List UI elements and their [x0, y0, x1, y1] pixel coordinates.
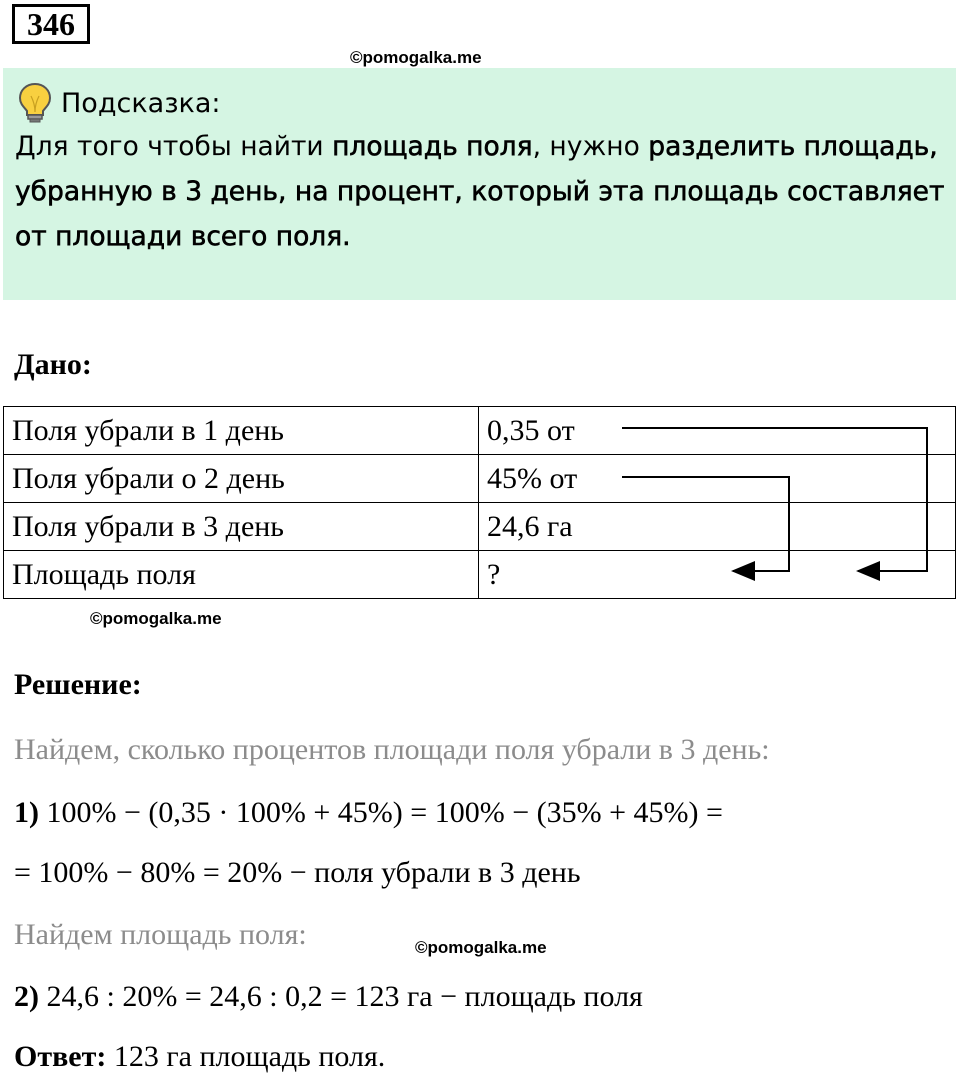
hint-bold-part: разделить площадь, убранную в 3 день, на процент, который эта площадь составляет от площади всего поля.	[15, 131, 945, 252]
row-value: 24,6 га	[479, 503, 956, 551]
hint-text-part: Для того чтобы найти	[15, 131, 333, 162]
table-row	[4, 455, 956, 503]
table-row	[4, 407, 956, 455]
step-number: 1)	[14, 796, 39, 829]
given-table	[3, 406, 956, 599]
row-value: 45% от	[479, 455, 956, 503]
watermark-bottom: ©pomogalka.me	[415, 938, 547, 957]
row-value: ?	[479, 551, 956, 599]
hint-text-part: , нужно	[532, 131, 649, 162]
step-text: 24,6 : 20% = 24,6 : 0,2 = 123 га − площадь поля	[39, 980, 643, 1013]
step2-intro: Найдем площадь поля:	[14, 918, 307, 951]
step-text: 100% − (0,35 · 100% + 45%) = 100% − (35% + 45%) =	[39, 796, 723, 829]
row-label: Площадь поля	[4, 551, 479, 599]
hint-box	[3, 68, 956, 300]
table-row	[4, 551, 956, 599]
problem-number: 346	[12, 4, 90, 44]
table-row	[4, 503, 956, 551]
row-label: Поля убрали в 1 день	[4, 407, 479, 455]
step1-intro: Найдем, сколько процентов площади поля убрали в 3 день:	[14, 733, 770, 766]
solution-title: Решение:	[14, 668, 142, 701]
watermark-middle: ©pomogalka.me	[90, 609, 222, 628]
given-title: Дано:	[14, 348, 92, 381]
lightbulb-icon	[17, 82, 53, 124]
watermark-top: ©pomogalka.me	[350, 48, 482, 67]
answer-line	[14, 1040, 385, 1074]
hint-title	[17, 82, 221, 124]
hint-bold-part: площадь поля	[332, 131, 533, 162]
step1-line1	[14, 796, 723, 830]
row-value: 0,35 от	[479, 407, 956, 455]
row-label: Поля убрали о 2 день	[4, 455, 479, 503]
step-number: 2)	[14, 980, 39, 1013]
step1-line2: = 100% − 80% = 20% − поля убрали в 3 день	[14, 856, 581, 889]
answer-text: 123 га площадь поля.	[106, 1040, 386, 1073]
row-label: Поля убрали в 3 день	[4, 503, 479, 551]
hint-text	[15, 124, 945, 259]
hint-title-text: Подсказка:	[61, 87, 221, 119]
answer-label: Ответ:	[14, 1040, 107, 1073]
step2-line	[14, 980, 643, 1014]
